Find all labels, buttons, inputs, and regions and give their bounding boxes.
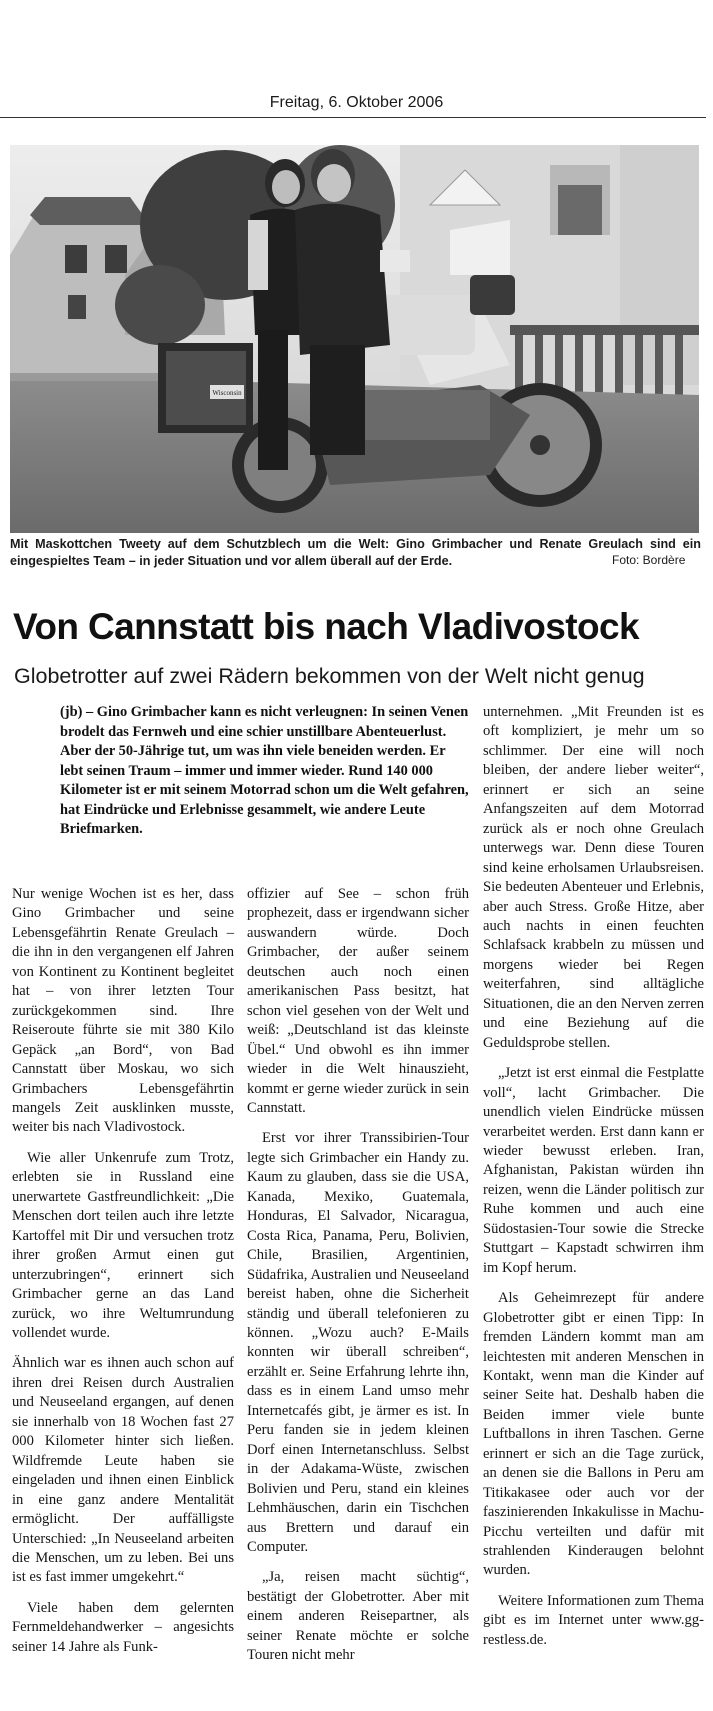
photo-caption: Mit Maskottchen Tweety auf dem Schutzblech um die Welt: Gino Grimbacher und Renate Greulach sind ein eingespieltes Team – in jeder Situation und vor allem überall auf der Erde. — [10, 537, 701, 568]
body-paragraph: „Ja, reisen macht süchtig“, bestätigt der Globetrotter. Aber mit einem anderen Reisepartner, als seiner Renate möchte er solche Touren nicht mehr — [247, 1569, 469, 1664]
body-paragraph: Erst vor ihrer Transsibirien-Tour legte sich Grimbacher ein Handy zu. Kaum zu glauben, dass sie die USA, Kanada, Mexiko, Guatemala, Honduras, El Salvador, Nicaragua, Costa Rica, Panama, Peru, Bolivien, Chile, Brasilien, Argentinien, Südafrika, Australien und Neuseeland bereist haben, ohne die Sicherheit ständig und überall telefonieren zu können. „Wozu auch? E-Mails konnten wir überall schreiben“, erzählt er. Seine Erfahrung lehrte ihn, dass es in einem Land umso mehr Internetcafés gibt, je ärmer es ist. In Peru fanden sie in jedem kleinen Dorf einen Internetanschluss. Selbst in der Adakama-Wüste, zwischen Bolivien und Peru, stand ein kleines Lehmhäuschen, darin ein Tischchen aus Brettern und darauf ein Computer. — [247, 1130, 469, 1555]
body-column-3 — [483, 703, 704, 1661]
body-paragraph: unternehmen. „Mit Freunden ist es oft kompliziert, je mehr um so schlimmer. Der eine will noch bleiben, der andere lieber weiter“, erinnert er sich an seine Anfangszeiten auf dem Motorrad zurück als er noch ohne Greulach unterwegs war. Denn diese Touren sind keine erholsamen Urlaubsreisen. Sie bedeuten Abenteuer und Erlebnis, aber auch Stress. Große Hitze, aber auch nachts in einen feuchten Schlafsack krabbeln zu müssen und morgens wieder bei Regen weiterfahren, sind alltägliche Situationen, die an den Nerven zerren und eine Beziehung auf die Geduldsprobe stellen. — [483, 704, 704, 1051]
subheadline: Globetrotter auf zwei Rädern bekommen von der Welt nicht genug — [14, 664, 645, 688]
lead-text: (jb) – Gino Grimbacher kann es nicht verleugnen: In seinen Venen brodelt das Fernweh und eine schier unstillbare Abenteuerlust. Aber der 50-Jährige tut, um was ihn viele beneiden werden. Er lebt seinen Traum – immer und immer wieder. Rund 140 000 Kilometer ist er mit seinem Motorrad schon um die Welt gefahren, hat Eindrücke und Erlebnisse gesammelt, wie andere Leute Briefmarken. — [60, 704, 469, 837]
body-paragraph: Weitere Informationen zum Thema gibt es im Internet unter www.gg-restless.de. — [483, 1592, 704, 1648]
article-photo — [10, 145, 699, 533]
box-sticker: Wisconsin — [212, 389, 242, 397]
body-paragraph: Nur wenige Wochen ist es her, dass Gino Grimbacher und seine Lebensgefährtin Renate Greulach – die ihn in den vergangenen elf Jahren von Kontinent zu Kontinent begleitet hat – von ihrer letzten Tour zurückgekommen sind. Ihre Reiseroute führte sie mit 380 Kilo Gepäck „an Bord“, von Bad Cannstatt über Moskau, wo sich Grimbachers Lebensgefährtin mangels Zeit ausklinken musste, weiter bis nach Vladivostock. — [12, 886, 234, 1136]
headline: Von Cannstatt bis nach Vladivostock — [13, 606, 639, 647]
body-paragraph: „Jetzt ist erst einmal die Festplatte voll“, lacht Grimbacher. Die unendlich vielen Eindrücke müssen verarbeitet werden. Erst dann kann er wieder bewusst erleben. Iran, Afghanistan, Pakistan würden ihn reizen, wenn die Länder politisch zur Ruhe kommen und auch eine Südostasien-Tour sowie die Strecke Stuttgart – Kapstadt schwirren ihm im Kopf herum. — [483, 1065, 704, 1276]
photo-credit: Foto: Bordère — [612, 553, 686, 567]
body-column-1 — [12, 885, 234, 1668]
dateline: Freitag, 6. Oktober 2006 — [269, 94, 444, 111]
body-paragraph: Wie aller Unkenrufe zum Trotz, erlebten sie in Russland eine unerwartete Gastfreundlichkeit: „Die Menschen dort teilen auch ihre letzte Kartoffel mit Dir und versuchen trotz ihrer großen Armut einen gut unterzubringen“, erinnert sich Grimbacher gerne an das Land zurück, wo ihre Weltumrundung vollendet wurde. — [12, 1149, 234, 1341]
body-paragraph: Viele haben dem gelernten Fernmeldehandwerker – angesichts seiner 14 Jahre als Funk- — [12, 1599, 234, 1655]
body-paragraph: offizier auf See – schon früh prophezeit, dass er irgendwann sicher auswandern würde. Doch Grimbacher, der außer seinem deutschen auch noch einen amerikanischen Pass besitzt, hat schon viel gesehen von der Welt und weiß: „Deutschland ist das kleinste Übel.“ Und obwohl es ihn immer wieder in die Welt hinauszieht, kommt er gerne wieder zurück in sein Cannstatt. — [247, 886, 469, 1116]
body-column-2 — [247, 885, 469, 1677]
body-paragraph: Als Geheimrezept für andere Globetrotter gibt er einen Tipp: In fremden Ländern kommt man am leichtesten mit anderen Menschen in Kontakt, wenn man die Kinder auf seiner Seite hat. Deshalb haben die Beiden immer viele bunte Luftballons in ihren Taschen. Gerne erinnert er sich an die Tage zurück, an denen sie die Ballons in Peru am Titikakasee oder auch vor der faszinierenden Inkakulisse in Machu-Picchu verteilten und dafür mit strahlenden Kinderaugen belohnt wurden. — [483, 1290, 704, 1579]
lead-paragraph — [60, 703, 470, 840]
body-paragraph: Ähnlich war es ihnen auch schon auf ihren drei Reisen durch Australien und Neuseeland ergangen, auf denen sie innerhalb von 18 Wochen fast 27 000 Kilometer hinter sich ließen. Wildfremde Leute haben sie eingeladen und ihnen einen Einblick in eine ganz andere Mentalität ermöglicht. Der auffälligste Unterschied: „In Neuseeland arbeiten die Menschen, um zu leben. Bei uns ist es fast immer umgekehrt.“ — [12, 1355, 234, 1586]
header-rule — [0, 117, 706, 118]
